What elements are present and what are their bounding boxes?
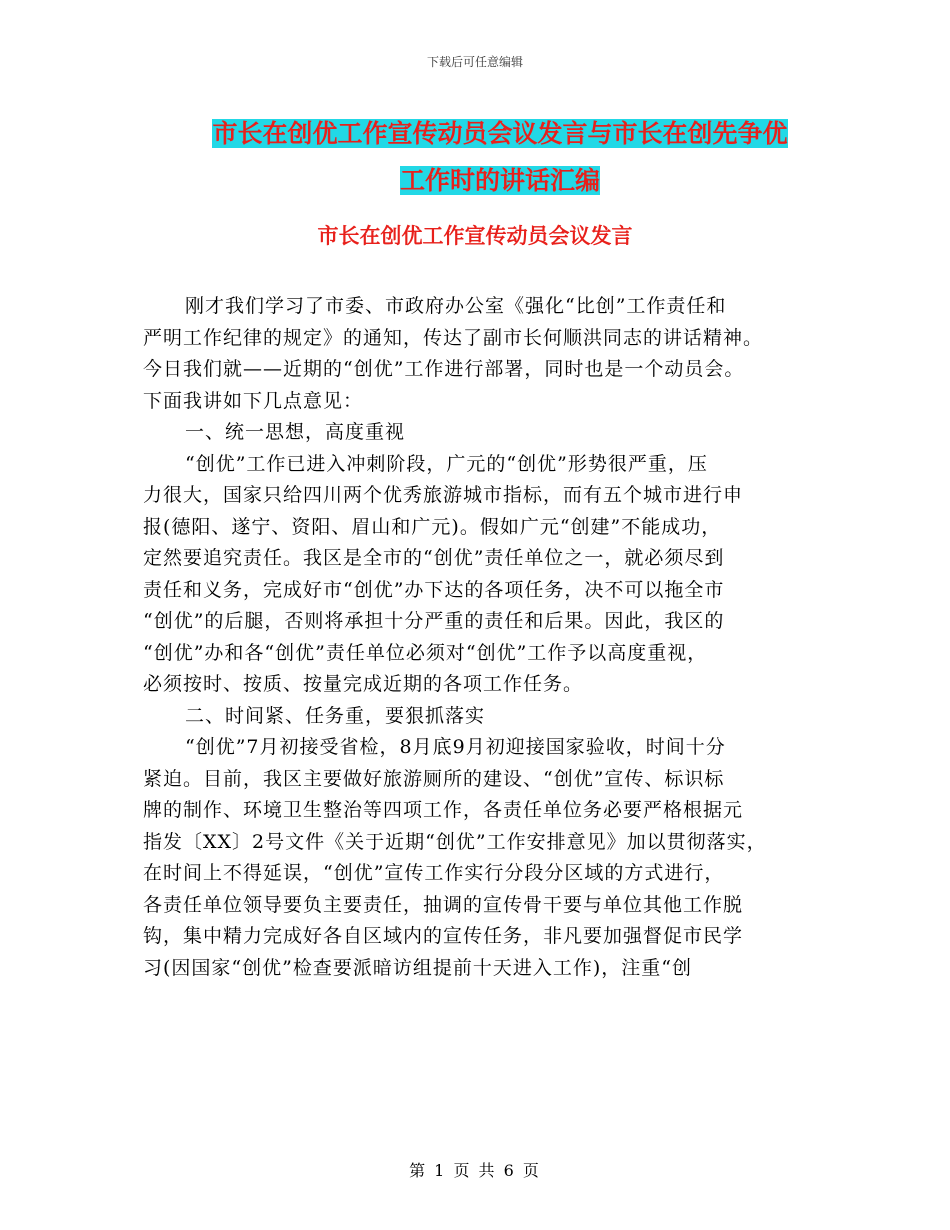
body-line: 责任和义务，完成好市“创优”办下达的各项任务，决不可以拖全市 [143,578,725,601]
page-number: 第 1 页 共 6 页 [409,1161,541,1180]
body-line: 严明工作纪律的规定》的通知，传达了副市长何顺洪同志的讲话精神。 [143,326,764,349]
body-line: 定然要追究责任。我区是全市的“创优”责任单位之一，就必须尽到 [143,547,725,569]
body-line: “创优”的后腿，否则将承担十分严重的责任和后果。因此，我区的 [143,610,725,632]
title-line-2: 工作时的讲话汇编 [399,166,600,195]
body-line: 各责任单位领导要负主要责任，抽调的宣传骨干要与单位其他工作脱 [143,893,744,916]
title-line-1: 市长在创优工作宣传动员会议发言与市长在创先争优 [212,119,788,148]
header-note: 下载后可任意编辑 [426,55,523,69]
body-line: “创优”7月初接受省检，8月底9月初迎接国家验收，时间十分 [185,736,726,758]
body-line: 指发〔XX〕2号文件《关于近期“创优”工作安排意见》加以贯彻落实， [143,830,767,853]
body-line: “创优”办和各“创优”责任单位必须对“创优”工作予以高度重视， [143,641,708,664]
section-heading: 二、时间紧、任务重，要狠抓落实 [185,704,486,727]
body-line: 力很大，国家只给四川两个优秀旅游城市指标，而有五个城市进行申 [143,484,744,506]
section-title: 市长在创优工作宣传动员会议发言 [317,223,633,248]
body-line: 牌的制作、环境卫生整治等四项工作，各责任单位务必要严格根据元 [143,799,744,821]
body-line: 紧迫。目前，我区主要做好旅游厕所的建设、“创优”宣传、标识标 [143,767,725,790]
body-line: 今日我们就——近期的“创优”工作进行部署，同时也是一个动员会。 [143,358,745,380]
document-title [190,110,810,204]
body-line: 下面我讲如下几点意见： [143,389,364,412]
body-line: 刚才我们学习了市委、市政府办公室《强化“比创”工作责任和 [185,295,727,317]
body-line: “创优”工作已进入冲刺阶段，广元的“创优”形势很严重，压 [185,452,708,475]
body-line: 在时间上不得延误，“创优”宣传工作实行分段分区域的方式进行， [143,862,725,884]
section-heading: 一、统一思想，高度重视 [185,421,406,443]
body-line: 报(德阳、遂宁、资阳、眉山和广元)。假如广元“创建”不能成功， [143,515,722,538]
body-line: 必须按时、按质、按量完成近期的各项工作任务。 [143,673,584,695]
body-line: 钩，集中精力完成好各自区域内的宣传任务，非凡要加强督促市民学 [143,925,744,947]
body-line: 习(因国家“创优”检查要派暗访组提前十天进入工作)，注重“创 [143,956,692,979]
body-text [143,291,823,984]
